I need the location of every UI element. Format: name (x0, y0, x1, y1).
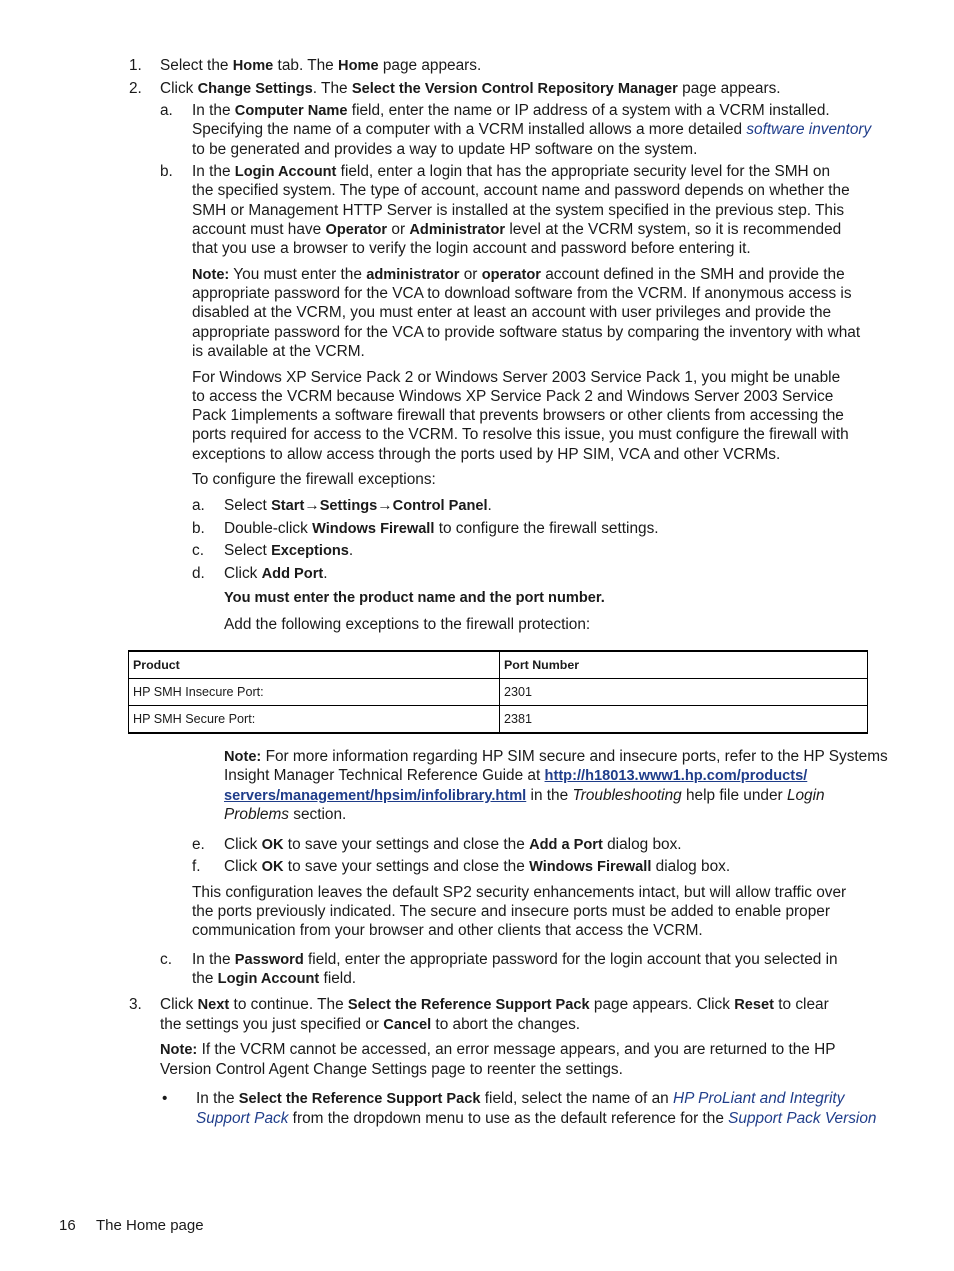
text: help file under (681, 787, 787, 804)
note-line (192, 265, 845, 286)
support-pack-link-continued[interactable]: Support Pack (196, 1110, 289, 1127)
paragraph-line: For Windows XP Service Pack 2 or Windows Server 2003 Service Pack 1, you might be unable (192, 369, 841, 386)
text: in the (526, 787, 573, 804)
note-line: appropriate password for the VCA to provide software status by comparing the inventory with what (192, 324, 861, 341)
ui-term: Add a Port (529, 837, 603, 853)
ui-term: Home (232, 58, 274, 74)
substep-2b-line: that you use a browser to verify the login account and password before entering it. (192, 240, 751, 257)
note-label: Note: (224, 749, 262, 765)
text: In the (192, 163, 235, 180)
paragraph-line: exceptions to allow access through the ports used by HP SIM, VCA and other VCRMs. (192, 446, 781, 463)
table-row (129, 706, 868, 734)
ui-term: Windows Firewall (312, 521, 435, 537)
text: the (192, 970, 218, 987)
paragraph-line: communication from your browser and other clients that access the VCRM. (192, 922, 703, 939)
note-line (224, 805, 346, 825)
substep-2b-line (192, 220, 841, 241)
italic-term: Login (786, 787, 825, 804)
text: field, enter the appropriate password for the login account that you selected in (303, 951, 838, 968)
note-line (224, 766, 807, 787)
substep-letter: c. (160, 951, 172, 968)
ui-term: Add Port (261, 566, 324, 582)
text: In the (196, 1090, 239, 1107)
text: In the (192, 951, 235, 968)
ui-term: OK (261, 837, 284, 853)
arrow-icon: → (377, 497, 393, 514)
substep-letter: a. (160, 102, 173, 119)
ui-term: Settings (319, 498, 378, 514)
text: or (459, 266, 482, 283)
substep-2c-line (192, 969, 356, 990)
ui-term: administrator (366, 267, 460, 283)
text: If the VCRM cannot be accessed, an error message appears, and you are returned to the HP (197, 1041, 836, 1058)
support-pack-version-link[interactable]: Support Pack Version (728, 1110, 877, 1127)
text: Double-click (224, 520, 313, 537)
substep-letter: c. (192, 542, 204, 559)
text: section. (289, 806, 347, 823)
text: Select (224, 542, 272, 559)
ui-term: Password (234, 952, 304, 968)
text: Click (160, 996, 198, 1013)
step-number: 1. (129, 57, 142, 74)
ui-term: Control Panel (392, 498, 488, 514)
text: . (487, 497, 492, 514)
substep-letter: d. (192, 565, 205, 582)
substep-letter: e. (192, 836, 205, 853)
text: or (387, 221, 410, 238)
ui-term: Select the Version Control Repository Manager (351, 81, 678, 97)
note-line (224, 786, 825, 807)
text: account defined in the SMH and provide the (540, 266, 845, 283)
note-label: Note: (192, 267, 230, 283)
text: page appears. (677, 80, 781, 97)
step-number: 3. (129, 996, 142, 1013)
substep-letter: a. (192, 497, 205, 514)
text: Click (224, 565, 262, 582)
substep-2a-line (192, 101, 830, 122)
italic-term: Troubleshooting (572, 787, 682, 804)
text: account must have (192, 221, 326, 238)
table-cell: HP SMH Secure Port: (129, 706, 500, 734)
text: field, enter a login that has the appropriate security level for the SMH on (336, 163, 831, 180)
hpsim-url-link-continued[interactable]: servers/management/hpsim/infolibrary.html (224, 788, 527, 804)
text: to continue. The (229, 996, 348, 1013)
ui-term: Operator (325, 222, 388, 238)
substep-letter: b. (160, 163, 173, 180)
ui-term: Start (271, 498, 305, 514)
firewall-exceptions-table (128, 650, 868, 734)
ui-term: Windows Firewall (529, 859, 652, 875)
paragraph-line: the ports previously indicated. The secure and insecure ports must be added to enable proper (192, 903, 830, 920)
required-fields-text: You must enter the product name and the port number. (224, 590, 605, 606)
text: page appears. (378, 57, 482, 74)
ui-term: Login Account (234, 164, 337, 180)
note-line: is available at the VCRM. (192, 343, 365, 360)
text: Click (224, 836, 262, 853)
ui-term: Exceptions (271, 543, 349, 559)
ui-term: Computer Name (234, 103, 348, 119)
ui-term: Administrator (409, 222, 506, 238)
table-row (129, 679, 868, 706)
firewall-step-e (224, 835, 682, 856)
note-line (160, 1040, 836, 1061)
text: Click (160, 80, 198, 97)
table-header-row (129, 651, 868, 679)
text: to configure the firewall settings. (434, 520, 659, 537)
bullet-line (196, 1089, 844, 1110)
column-header: Product (129, 651, 500, 679)
text: Insight Manager Technical Reference Guide at (224, 767, 545, 784)
ui-term: Next (197, 997, 230, 1013)
step-number: 2. (129, 80, 142, 97)
note-line: disabled at the VCRM, you must enter at least an account with user privileges and provide the (192, 304, 832, 321)
firewall-step-b (224, 519, 659, 540)
substep-2b-line: the specified system. The type of account, account name and password depends on whether the (192, 182, 850, 199)
hpsim-url-link[interactable]: http://h18013.www1.hp.com/products/ (544, 768, 808, 784)
note-line (224, 747, 888, 768)
substep-letter: f. (192, 858, 201, 875)
ui-term: Change Settings (197, 81, 313, 97)
bullet-line (196, 1109, 876, 1129)
footer-section-title: The Home page (96, 1217, 204, 1234)
text: . (348, 542, 354, 559)
text: to clear (773, 996, 829, 1013)
substep-letter: b. (192, 520, 205, 537)
substep-2a-line: to be generated and provides a way to update HP software on the system. (192, 141, 698, 158)
table-cell: 2301 (500, 679, 868, 706)
paragraph-line: This configuration leaves the default SP2 security enhancements intact, but will allow traffic over (192, 884, 847, 901)
substep-2c-line (192, 950, 838, 971)
text: page appears. Click (589, 996, 735, 1013)
ui-term: Home (338, 58, 379, 74)
text: field, enter the name or IP address of a system with a VCRM installed. (347, 102, 830, 119)
text: to save your settings and close the (283, 858, 530, 875)
paragraph-line: ports required for access to the VCRM. To resolve this issue, you must configure the firewall with (192, 426, 849, 443)
firewall-step-d (224, 564, 328, 585)
text: For more information regarding HP SIM secure and insecure ports, refer to the HP Systems (261, 748, 888, 765)
text: level at the VCRM system, so it is recommended (505, 221, 842, 238)
text: to abort the changes. (431, 1016, 581, 1033)
firewall-step-f (224, 857, 730, 878)
ui-term: Cancel (383, 1017, 432, 1033)
text: Click (224, 858, 262, 875)
text: dialog box. (651, 858, 731, 875)
bullet-icon: • (162, 1090, 168, 1107)
ui-term: Select the Reference Support Pack (238, 1091, 481, 1107)
text: tab. The (273, 57, 339, 74)
step-2-text (160, 79, 781, 100)
substep-2b-line (192, 162, 830, 183)
ui-term: Reset (734, 997, 774, 1013)
column-header: Port Number (500, 651, 868, 679)
text: dialog box. (602, 836, 682, 853)
software-inventory-link[interactable]: software inventory (746, 121, 872, 138)
paragraph-line: Add the following exceptions to the firewall protection: (224, 616, 591, 633)
italic-term: Problems (224, 806, 290, 823)
note-line: appropriate password for the VCA to download software from the VCRM. If anonymous access is (192, 285, 852, 302)
text: field. (319, 970, 357, 987)
text: the settings you just specified or (160, 1016, 384, 1033)
note-line: Version Control Agent Change Settings page to reenter the settings. (160, 1061, 623, 1078)
text: from the dropdown menu to use as the default reference for the (288, 1110, 729, 1127)
substep-2b-line: SMH or Management HTTP Server is installed at the system specified in the previous step. This (192, 202, 845, 219)
text: field, select the name of an (480, 1090, 673, 1107)
text: to save your settings and close the (283, 836, 530, 853)
table-cell: HP SMH Insecure Port: (129, 679, 500, 706)
text: . The (312, 80, 352, 97)
step-1-text (160, 56, 481, 77)
text: You must enter the (229, 266, 367, 283)
note-label: Note: (160, 1042, 198, 1058)
firewall-step-c (224, 541, 353, 562)
paragraph-line: to access the VCRM because Windows XP Service Pack 2 and Windows Server 2003 Service (192, 388, 834, 405)
ui-term: Login Account (217, 971, 320, 987)
text: Specifying the name of a computer with a VCRM installed allows a more detailed (192, 121, 747, 138)
text: Select (224, 497, 272, 514)
step-3-line (160, 1015, 580, 1036)
ui-term: operator (481, 267, 541, 283)
ui-term: Select the Reference Support Pack (347, 997, 590, 1013)
firewall-step-a (224, 496, 492, 517)
arrow-icon: → (304, 497, 320, 514)
table-cell: 2381 (500, 706, 868, 734)
paragraph-line: Pack 1implements a software firewall that prevents browsers or other clients from accessing the (192, 407, 844, 424)
step-3-line (160, 995, 829, 1016)
text: In the (192, 102, 235, 119)
ui-term: OK (261, 859, 284, 875)
text: . (323, 565, 328, 582)
page-number: 16 (59, 1217, 76, 1234)
paragraph-line: To configure the firewall exceptions: (192, 471, 436, 488)
text: Select the (160, 57, 233, 74)
support-pack-link[interactable]: HP ProLiant and Integrity (673, 1090, 845, 1107)
substep-2a-line (192, 120, 871, 140)
